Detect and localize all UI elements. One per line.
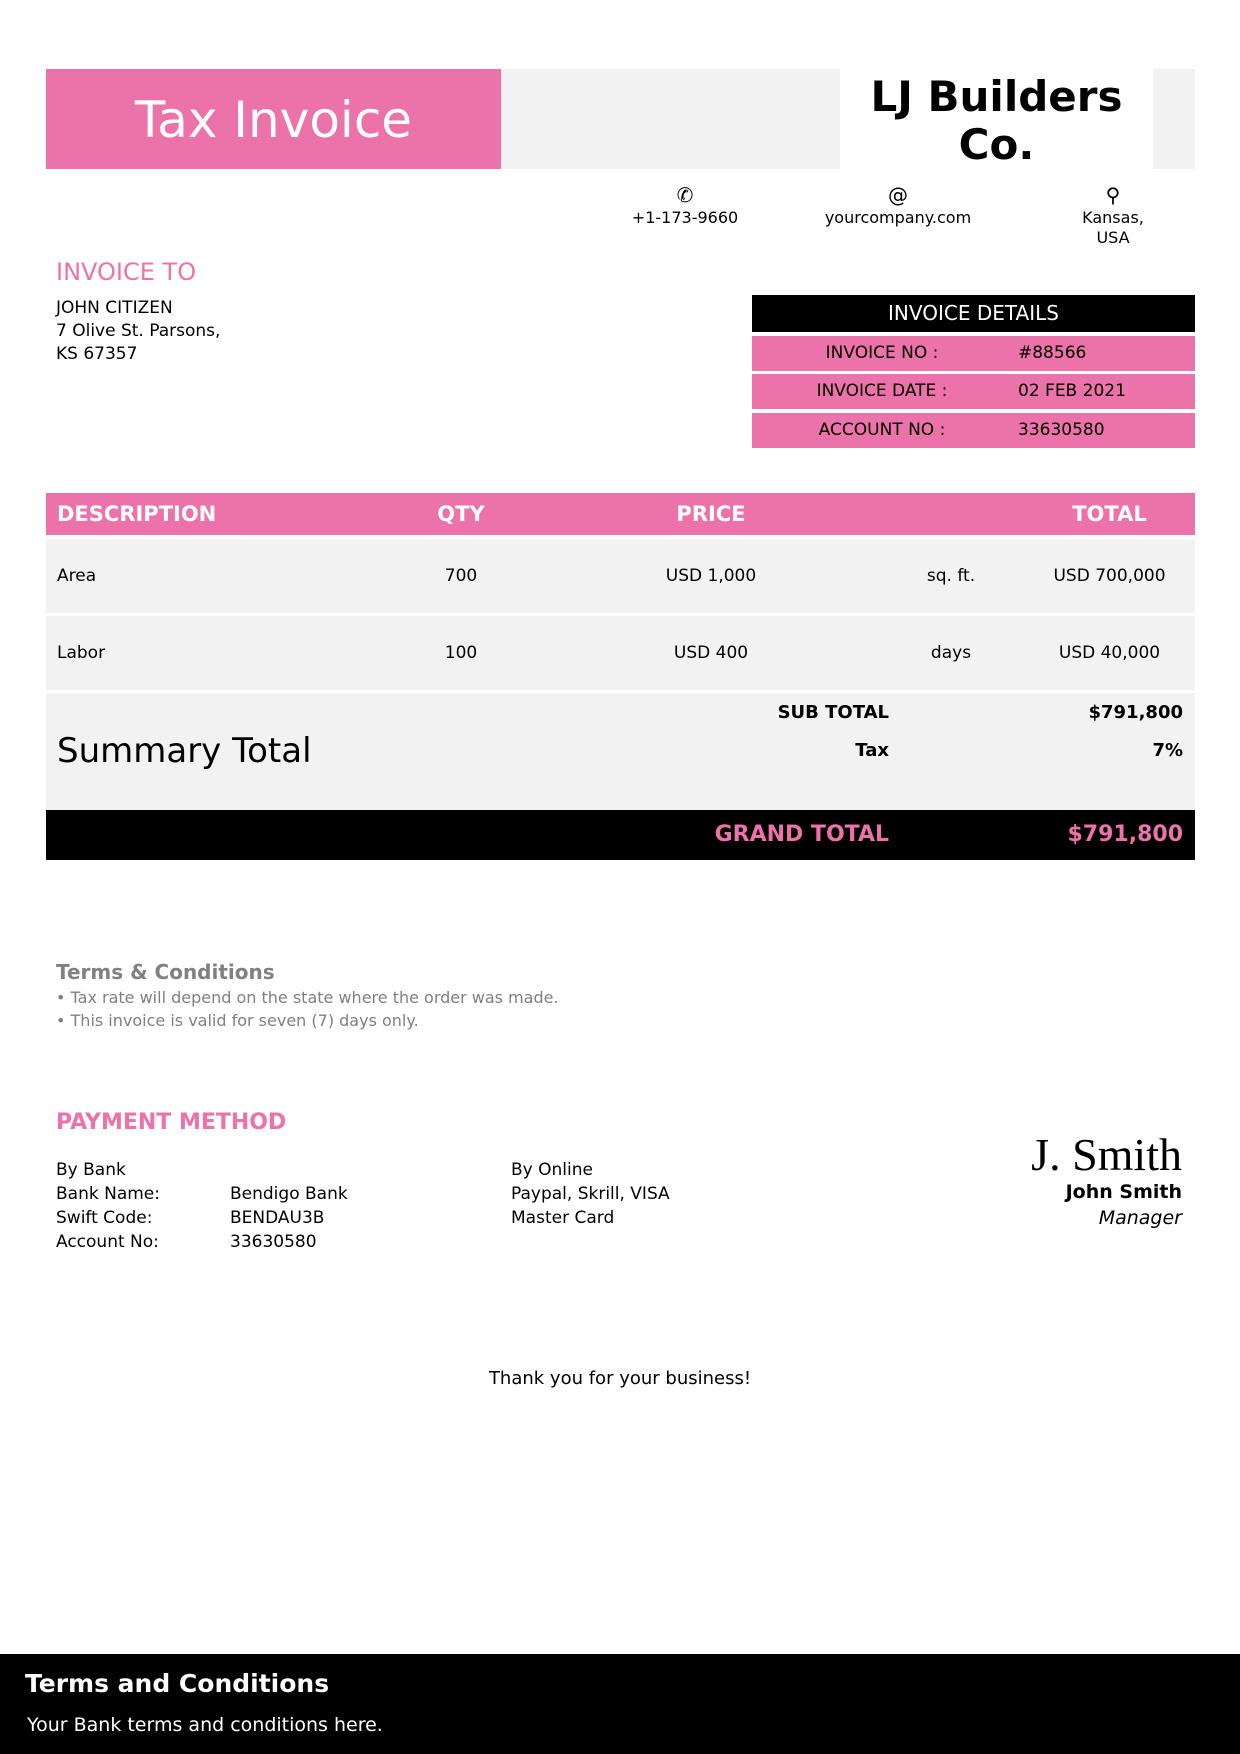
item-description: Labor	[57, 643, 106, 663]
col-total: TOTAL	[1072, 502, 1147, 526]
invoice-no-label: INVOICE NO :	[825, 343, 939, 363]
location-pin-icon: ⚲	[1105, 183, 1121, 207]
terms-line: • This invoice is valid for seven (7) days only.	[56, 1011, 419, 1030]
terms-title: Terms & Conditions	[56, 960, 275, 984]
signature-script: J. Smith	[1031, 1129, 1182, 1180]
bank-name-label: Bank Name:	[56, 1184, 160, 1204]
payment-bank	[56, 1158, 348, 1254]
invoice-no-value: #88566	[1018, 343, 1087, 363]
header-gray-band	[501, 69, 840, 169]
phone-icon: ✆	[676, 183, 694, 207]
subtotal-value: $791,800	[1088, 702, 1183, 723]
invoice-date-label: INVOICE DATE :	[816, 381, 948, 401]
online-methods-line1: Paypal, Skrill, VISA	[511, 1184, 670, 1204]
invoice-details-row	[752, 374, 1195, 409]
subtotal-label: SUB TOTAL	[777, 702, 889, 723]
client-name: JOHN CITIZEN	[56, 298, 173, 318]
payment-online	[511, 1158, 670, 1230]
invoice-details-header: INVOICE DETAILS	[752, 295, 1195, 332]
invoice-details-row	[752, 413, 1195, 448]
tax-value: 7%	[1152, 740, 1183, 761]
summary-block	[46, 693, 1195, 810]
invoice-details-row	[752, 336, 1195, 371]
signatory-role: Manager	[1098, 1207, 1182, 1229]
col-price: PRICE	[676, 502, 746, 526]
signatory-name: John Smith	[1065, 1181, 1182, 1203]
contact-location	[1068, 182, 1158, 248]
thank-you-message: Thank you for your business!	[488, 1368, 752, 1389]
item-total: USD 700,000	[1053, 566, 1166, 586]
page-title: Tax Invoice	[134, 91, 413, 149]
item-unit: days	[930, 643, 972, 663]
at-icon: @	[888, 183, 908, 207]
terms-line: • Tax rate will depend on the state where the order was made.	[56, 988, 559, 1007]
web-text: yourcompany.com	[824, 208, 972, 227]
invoice-to-address	[56, 297, 220, 366]
location-line2: USA	[1096, 228, 1130, 247]
summary-total-label: Summary Total	[57, 731, 312, 771]
online-methods-line2: Master Card	[511, 1208, 615, 1228]
item-qty: 100	[444, 643, 478, 663]
account-no-value: 33630580	[1018, 420, 1105, 440]
header-gray-band-right	[1153, 69, 1195, 169]
grand-total-bar	[46, 810, 1195, 860]
tax-label: Tax	[855, 740, 889, 761]
contact-web	[818, 182, 978, 228]
item-description: Area	[57, 566, 97, 586]
company-name-line1: LJ Builders	[870, 72, 1123, 121]
swift-code-value: BENDAU3B	[230, 1208, 325, 1228]
col-qty: QTY	[437, 502, 485, 526]
payment-method-title: PAYMENT METHOD	[56, 1110, 287, 1135]
swift-code-label: Swift Code:	[56, 1208, 153, 1228]
item-unit: sq. ft.	[926, 566, 976, 586]
item-price: USD 1,000	[665, 566, 757, 586]
bank-heading: By Bank	[56, 1160, 126, 1180]
footer-bar	[0, 1654, 1240, 1754]
footer-subtitle: Your Bank terms and conditions here.	[27, 1714, 383, 1736]
item-price: USD 400	[673, 643, 749, 663]
bank-name-value: Bendigo Bank	[230, 1184, 348, 1204]
online-heading: By Online	[511, 1160, 593, 1180]
account-no-label: ACCOUNT NO :	[818, 420, 946, 440]
title-banner	[46, 69, 501, 169]
grand-total-label: GRAND TOTAL	[714, 822, 889, 847]
client-address-line1: 7 Olive St. Parsons,	[56, 321, 221, 341]
client-address-line2: KS 67357	[56, 344, 138, 364]
items-table-header	[46, 493, 1195, 535]
company-name	[840, 69, 1153, 169]
footer-title: Terms and Conditions	[25, 1669, 330, 1698]
phone-text: +1-173-9660	[631, 208, 739, 227]
item-total: USD 40,000	[1058, 643, 1161, 663]
location-line1: Kansas,	[1082, 208, 1144, 227]
grand-total-value: $791,800	[1067, 822, 1183, 847]
invoice-date-value: 02 FEB 2021	[1018, 381, 1126, 401]
bank-account-label: Account No:	[56, 1232, 159, 1252]
bank-account-value: 33630580	[230, 1232, 317, 1252]
contact-phone	[625, 182, 745, 228]
item-qty: 700	[444, 566, 478, 586]
invoice-to-label: INVOICE TO	[56, 258, 197, 286]
table-row	[46, 616, 1195, 690]
table-row	[46, 539, 1195, 613]
company-name-line2: Co.	[958, 120, 1035, 169]
col-description: DESCRIPTION	[57, 502, 217, 526]
